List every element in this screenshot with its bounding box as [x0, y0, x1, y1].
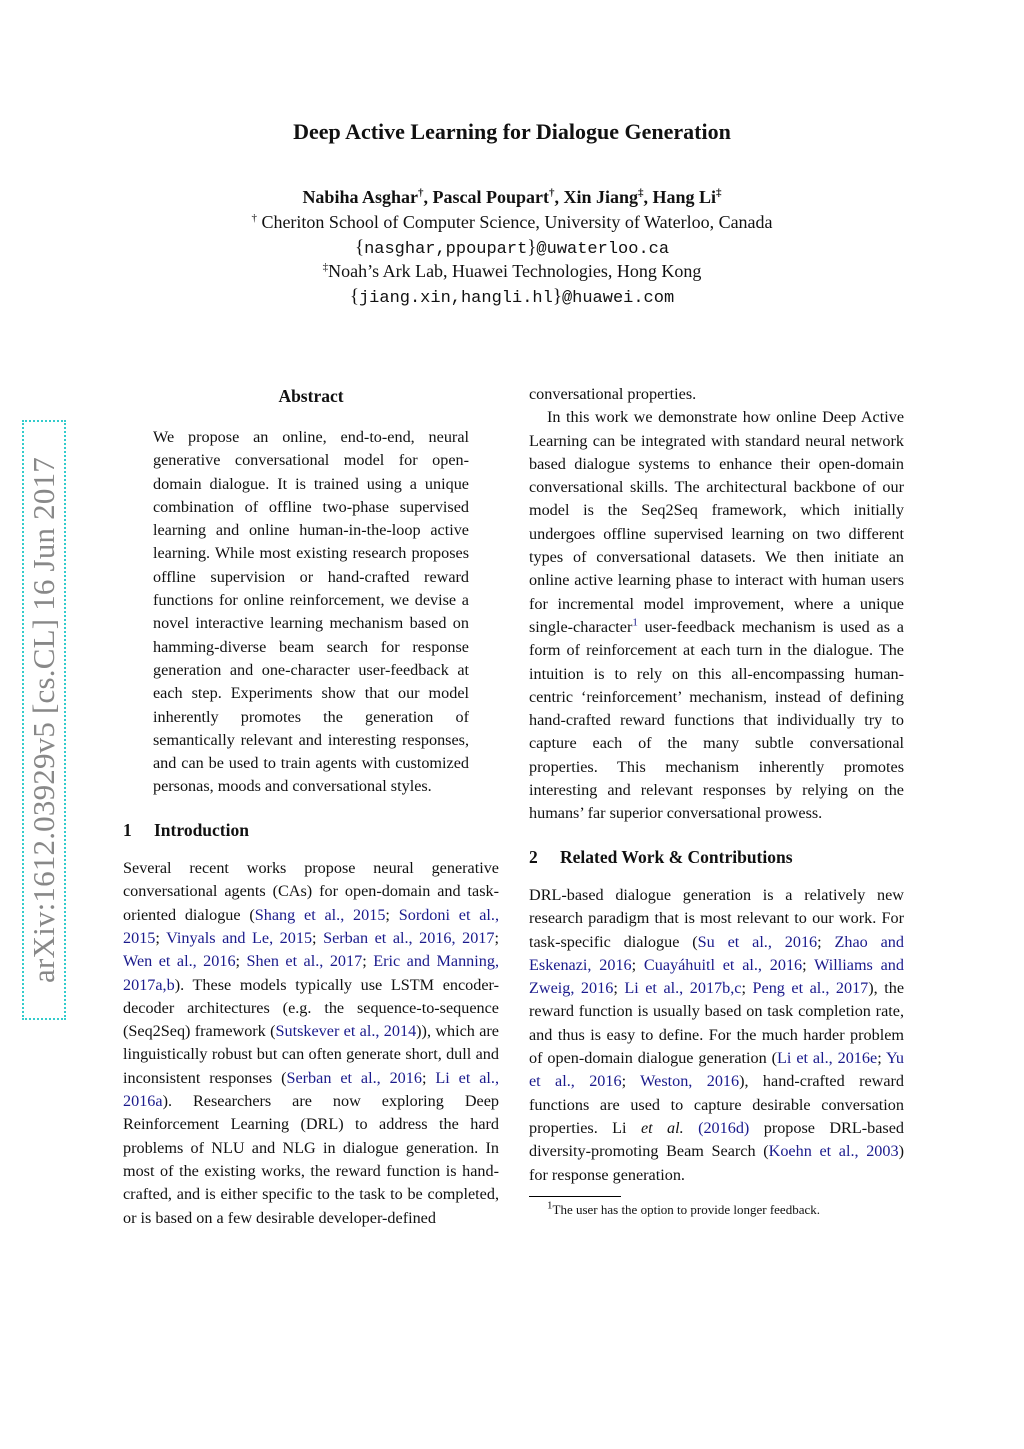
affiliation-waterloo: † Cheriton School of Computer Science, University of Waterloo, Canada [251, 212, 773, 232]
citation-link[interactable]: Sordoni et al., 2015 [123, 905, 500, 947]
et-al-text: et al. [640, 1118, 684, 1137]
affiliation-mark: † [251, 212, 257, 224]
affiliation-mark: † [417, 187, 424, 199]
left-column [123, 383, 499, 1230]
section-title: Related Work & Contributions [560, 846, 793, 867]
paper-title: Deep Active Learning for Dialogue Generation [293, 119, 731, 144]
section-heading-related-work [529, 846, 904, 869]
citation-link[interactable]: Serban et al., 2016, 2017 [323, 928, 495, 947]
citation-link[interactable]: (2016d) [698, 1118, 750, 1137]
arxiv-stamp [22, 420, 66, 1020]
citation-link[interactable]: Williams and Zweig, 2016 [529, 955, 904, 998]
citation-link[interactable]: Wen et al., 2016 [123, 952, 236, 971]
citation-link[interactable]: Li et al., 2016a [123, 1068, 499, 1111]
abstract-text: We propose an online, end-to-end, neural generative conversational model for open-domain dialogue. It is trained using a unique combination of offline two-phase supervised learning and online human-in-the-loop active learning. While most existing research proposes offline supervision or hand-crafted reward functions for online reinforcement, we devise a novel interactive learning mechanism based on hamming-diverse beam search for response generation and one-character user-feedback at each step. Experiments show that our model inherently promotes the generation of semantically relevant and interesting responses, and can be used to train agents with customized personas, moods and conversational styles. [153, 428, 469, 796]
citation-link[interactable]: Li et al., 2017b,c [624, 979, 742, 998]
section-heading-introduction [123, 819, 499, 842]
introduction-paragraph: Several recent works propose neural generative conversational agents (CAs) for open-domain and task-oriented dialogue (Shang et al., 2015; Sordoni et al., 2015; Vinyals and Le, 2015; Serban et al., 2016, 2017; Wen et al., 2016; Shen et al., 2017; Eric and Manning, 2017a,b). These models typically use LSTM encoder-decoder architectures (e.g. the sequence-to-sequence (Seq2Seq) framework (Sutskever et al., 2014)), which are linguistically robust but can often generate short, dull and inconsistent responses (Serban et al., 2016; Li et al., 2016a). Researchers are now exploring Deep Reinforcement Learning (DRL) to address the hard problems of NLU and NLG in dialogue generation. In most of the existing works, the reward function is hand-crafted, and is either specific to the task to be completed, or is based on a few desirable developer-defined [123, 859, 500, 1227]
author-name: , Hang Li [643, 187, 717, 207]
introduction-paragraph-2: In this work we demonstrate how online Deep Active Learning can be integrated with standard neural network based dialogue systems to enhance their open-domain conversational skills. The architectural backbone of our model is the Seq2Seq framework, which initially undergoes offline supervised learning on two different types of conversational datasets. We then initiate an online active learning phase to interact with human users for incremental model improvement, where a unique single-character$^1$ user-feedback mechanism is used as a form of reinforcement at each turn in the dialogue. The intuition is to rely on this all-encompassing human-centric ‘reinforcement’ mechanism, instead of defining hand-crafted reward functions that individually try to capture each of the many subtle conversational properties. This mechanism inherently promotes interesting and relevant responses by relying on the humans’ far superior conversational prowess. [529, 408, 904, 823]
affiliation-mark: ‡ [322, 261, 329, 273]
author-name: , Pascal Poupart [423, 187, 549, 207]
footnote [529, 1201, 904, 1219]
footnote-marker[interactable]: 1 [632, 616, 638, 629]
citation-link[interactable]: Shang et al., 2015 [254, 905, 386, 924]
footnote-divider [529, 1196, 621, 1197]
affiliation-mark: ‡ [638, 187, 644, 199]
citation-link[interactable]: Su et al., 2016 [697, 932, 818, 951]
author-list [0, 187, 1024, 208]
citation-link[interactable]: Weston, 2016 [640, 1072, 740, 1091]
section-title: Introduction [154, 819, 249, 840]
footnote-number: 1 [547, 1199, 553, 1212]
citation-link[interactable]: Cuayáhuitl et al., 2016 [643, 955, 803, 974]
email-waterloo: {nasghar,ppoupart}@uwaterloo.ca [354, 237, 670, 259]
citation-link[interactable]: Serban et al., 2016 [286, 1068, 422, 1087]
abstract-heading: Abstract [278, 386, 344, 406]
right-column [529, 383, 904, 1219]
affiliation-mark: † [548, 187, 555, 199]
affiliation-huawei: ‡Noah’s Ark Lab, Huawei Technologies, Hong Kong [322, 261, 702, 281]
arxiv-stamp-text: arXiv:1612.03929v5 [cs.CL] 16 Jun 2017 [26, 457, 61, 983]
author-name: Nabiha Asghar [302, 187, 418, 207]
citation-link[interactable]: Shen et al., 2017 [246, 952, 363, 971]
citation-link[interactable]: Peng et al., 2017 [752, 979, 869, 998]
affiliation-mark: ‡ [716, 187, 722, 199]
citation-link[interactable]: Vinyals and Le, 2015 [166, 928, 313, 947]
email-huawei: {jiang.xin,hangli.hl}@huawei.com [349, 286, 675, 308]
citation-link[interactable]: Koehn et al., 2003 [768, 1142, 899, 1161]
intro-continuation: conversational properties. [529, 385, 697, 403]
citation-link[interactable]: Li et al., 2016e [777, 1049, 878, 1068]
citation-link[interactable]: Zhao and Eskenazi, 2016 [529, 932, 904, 974]
section-number: 2 [529, 846, 538, 867]
author-name: , Xin Jiang [554, 187, 639, 207]
citation-link[interactable]: Sutskever et al., 2014 [275, 1022, 417, 1041]
citation-link[interactable]: Eric and Manning, 2017a,b [123, 952, 499, 994]
footnote-text: The user has the option to provide longer feedback. [552, 1201, 820, 1217]
section-number: 1 [123, 819, 132, 840]
citation-link[interactable]: Yu et al., 2016 [529, 1049, 905, 1091]
related-work-paragraph: DRL-based dialogue generation is a relatively new research paradigm that is most relevant to our work. For task-specific dialogue (Su et al., 2016; Zhao and Eskenazi, 2016; Cuayáhuitl et al., 2016; Williams and Zweig, 2016; Li et al., 2017b,c; Peng et al., 2017), the reward function is usually based on task completion rate, and thus is easy to define. For the much harder problem of open-domain dialogue generation (Li et al., 2016e; Yu et al., 2016; Weston, 2016), hand-crafted reward functions are used to capture desirable conversation properties. Li et al. (2016d) propose DRL-based diversity-promoting Beam Search (Koehn et al., 2003) for response generation. [529, 885, 905, 1184]
